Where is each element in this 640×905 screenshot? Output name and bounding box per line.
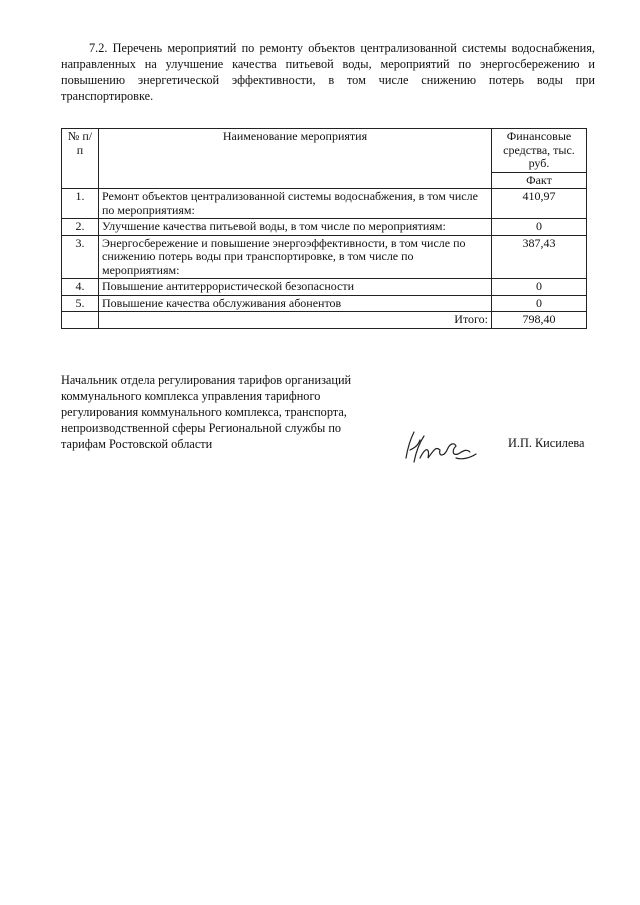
signer-name: И.П. Кисилева [508,436,585,450]
row-num: 3. [62,235,99,279]
handwritten-signature [400,428,480,470]
measures-table [61,128,587,329]
row-num: 2. [62,219,99,236]
table-row [62,235,587,279]
row-name: Повышение антитеррористической безопасности [99,279,492,296]
intro-paragraph: 7.2. Перечень мероприятий по ремонту объектов централизованной системы водоснабжения, направленных на улучшение качества питьевой воды, мероприятий по энергосбережению и повышению энергетической эффективности, в том числе снижению потерь воды при транспортировке. [61,41,595,103]
table-header-row [62,129,587,173]
row-value: 387,43 [492,235,587,279]
signer-position: Начальник отдела регулирования тарифов организаций коммунального комплекса управления тарифного регулирования коммунального комплекса, транспорта, непроизводственной сферы Региональной службы по тарифам Ростовской области [61,373,352,451]
row-num: 1. [62,189,99,219]
row-value: 0 [492,279,587,296]
row-name: Повышение качества обслуживания абонентов [99,295,492,312]
total-label: Итого: [99,312,492,329]
total-value: 798,40 [492,312,587,329]
row-value: 410,97 [492,189,587,219]
header-num: № п/п [62,129,99,189]
table-row [62,189,587,219]
row-num: 5. [62,295,99,312]
header-fact: Факт [492,172,587,189]
row-value: 0 [492,219,587,236]
header-finance: Финансовые средства, тыс. руб. [492,129,587,173]
row-name: Ремонт объектов централизованной системы водоснабжения, в том числе по мероприятиям: [99,189,492,219]
table-row [62,295,587,312]
table-row [62,279,587,296]
table-row [62,219,587,236]
table-total-row [62,312,587,329]
row-name: Улучшение качества питьевой воды, в том числе по мероприятиям: [99,219,492,236]
row-value: 0 [492,295,587,312]
row-name: Энергосбережение и повышение энергоэффективности, в том числе по снижению потерь воды при транспортировке, в том числе по мероприятиям: [99,235,492,279]
header-name: Наименование мероприятия [99,129,492,189]
row-num: 4. [62,279,99,296]
total-empty-cell [62,312,99,329]
